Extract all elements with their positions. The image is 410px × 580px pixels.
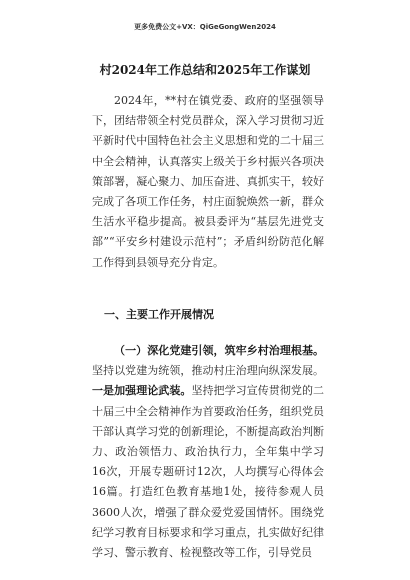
section-heading: 一、主要工作开展情况 <box>104 308 214 321</box>
intro-text: 2024年，**村在镇党委、政府的坚强领导下，团结带领全村党员群众，深入学习贯彻习近平新时代中国特色社会主义思想和党的二十届三中全会精神，认真落实上级关于乡村振兴各项决策部署，凝心聚力、加压奋进、真抓实干，较好完成了各项工作任务，村庄面貌焕然一新，群众生活水平稳步提高。被县委评为“基层先进党支部”“平安乡村建设示范村”；矛盾纠纷防范化解工作得到县领导充分肯定。 <box>92 94 324 269</box>
subsection-body: 坚持把学习宣传贯彻党的二十届三中全会精神作为首要政治任务，组织党员干部认真学习党的创新理论，不断提高政治判断力、政治领悟力、政治执行力，全年集中学习16次，开展专题研讨12次，人均撰写心得体会16篇。打造红色教育基地1处，接待参观人员3600人次，增强了群众爱党爱国情怀。围绕党纪学习教育目标要求和学习重点，扎实做好纪律学习、警示教育、检视整改等工作，引导党员 <box>92 384 325 560</box>
subsection-paragraph <box>92 341 324 563</box>
bold-phrase: 一是加强理论武装。 <box>92 384 192 398</box>
header-note: 更多免费公文+VX：QiGeGongWen2024 <box>134 23 276 31</box>
subsection-lead: 坚持以党建为统领，推动村庄治理向纵深发展。 <box>92 364 324 378</box>
document-title: 村2024年工作总结和2025年工作谋划 <box>99 63 311 77</box>
subsection-heading: （一）深化党建引领，筑牢乡村治理根基。 <box>114 344 324 357</box>
intro-paragraph <box>92 91 324 273</box>
